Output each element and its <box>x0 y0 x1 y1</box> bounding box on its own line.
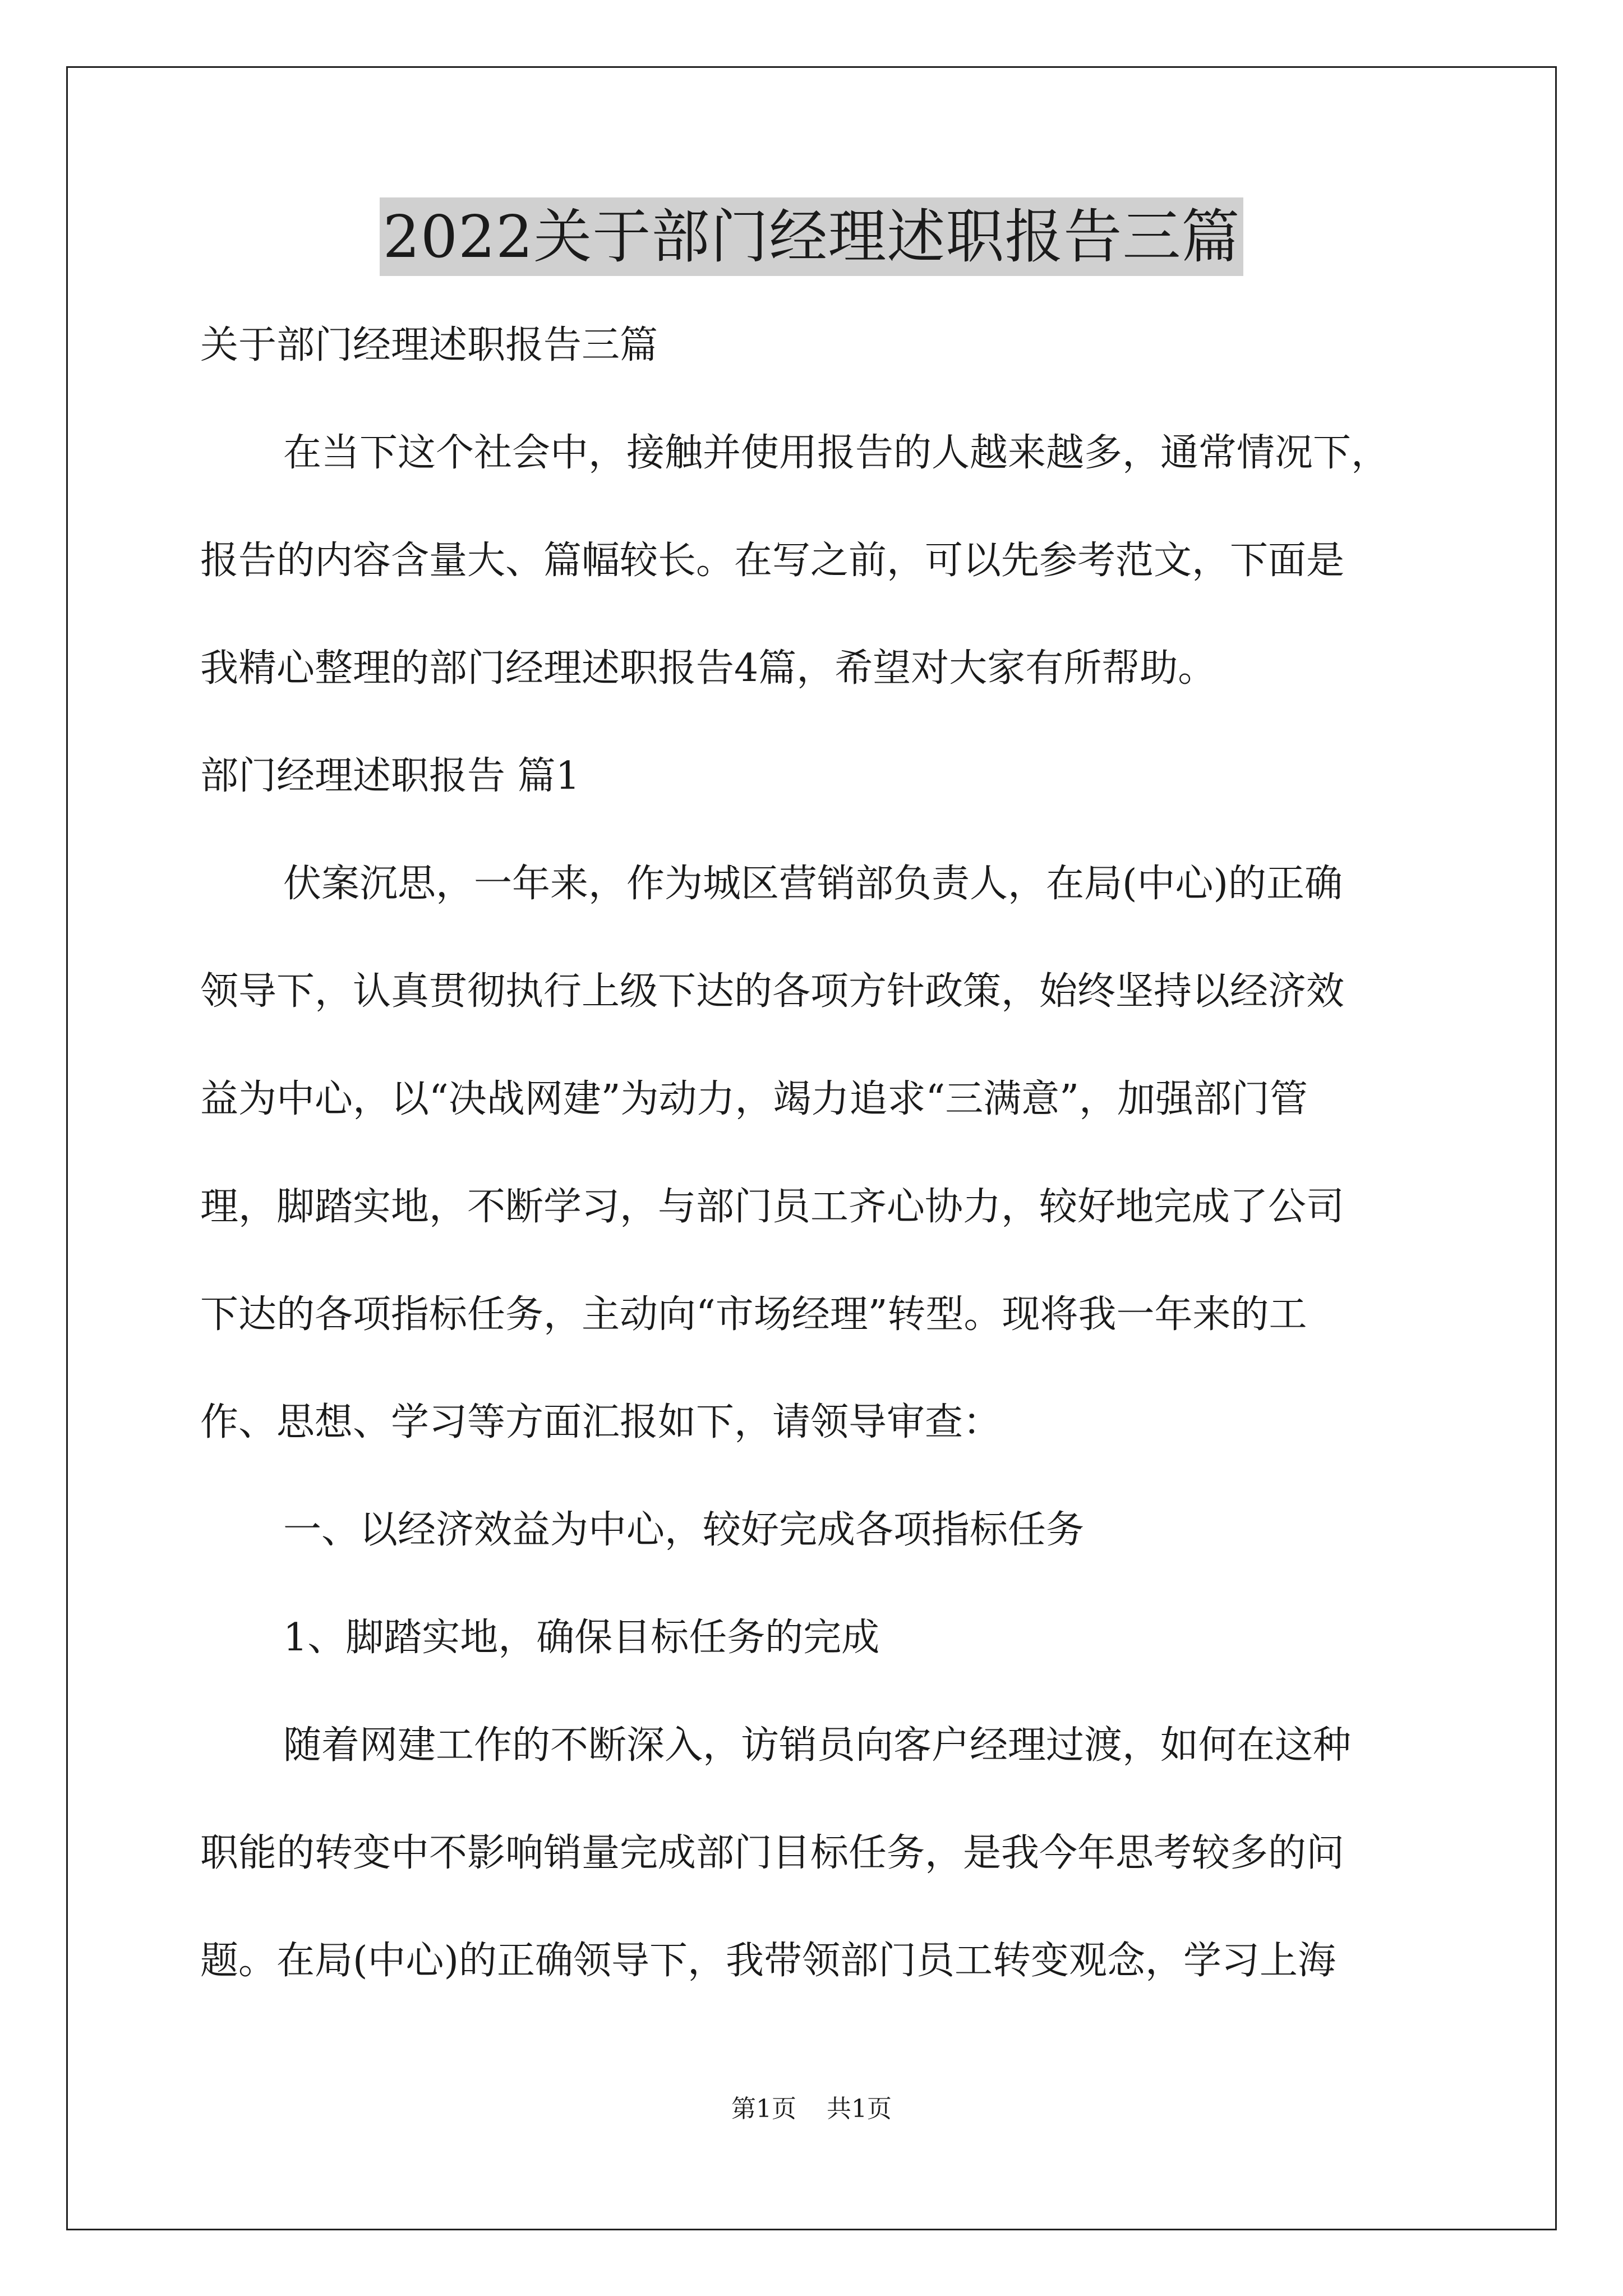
paragraph-line: 益为中心，以“决战网建”为动力，竭力追求“三满意”，加强部门管 <box>200 1077 1308 1121</box>
paragraph-line: 在当下这个社会中，接触并使用报告的人越来越多，通常情况下， <box>283 431 1390 475</box>
section-heading: 部门经理述职报告 篇1 <box>200 754 580 798</box>
title-container <box>0 197 1623 276</box>
page-number: 第1页 <box>731 2095 796 2123</box>
paragraph-line: 职能的转变中不影响销量完成部门目标任务，是我今年思考较多的问 <box>200 1831 1345 1875</box>
paragraph-line: 我精心整理的部门经理述职报告4篇，希望对大家有所帮助。 <box>200 646 1216 691</box>
paragraph-line: 随着网建工作的不断深入，访销员向客户经理过渡，如何在这种 <box>283 1723 1352 1768</box>
paragraph-line: 领导下，认真贯彻执行上级下达的各项方针政策，始终坚持以经济效 <box>200 969 1345 1014</box>
paragraph-line: 作、思想、学习等方面汇报如下，请领导审查： <box>200 1400 1002 1444</box>
document-body <box>200 292 1434 2015</box>
paragraph-line: 理，脚踏实地，不断学习，与部门员工齐心协力，较好地完成了公司 <box>200 1185 1345 1229</box>
paragraph-line: 题。在局(中心)的正确领导下，我带领部门员工转变观念，学习上海 <box>200 1939 1336 1983</box>
page-footer <box>0 2092 1623 2126</box>
paragraph-line: 报告的内容含量大、篇幅较长。在写之前，可以先参考范文，下面是 <box>200 539 1345 583</box>
subtitle-line: 关于部门经理述职报告三篇 <box>200 323 658 367</box>
page-total: 共1页 <box>827 2095 892 2123</box>
subheading-line: 1、脚踏实地，确保目标任务的完成 <box>283 1616 880 1660</box>
document-title: 2022关于部门经理述职报告三篇 <box>380 197 1244 276</box>
paragraph-line: 下达的各项指标任务，主动向“市场经理”转型。现将我一年来的工 <box>200 1292 1307 1337</box>
paragraph-line: 伏案沉思，一年来，作为城区营销部负责人，在局(中心)的正确 <box>283 862 1343 906</box>
subheading-line: 一、以经济效益为中心，较好完成各项指标任务 <box>283 1508 1085 1552</box>
